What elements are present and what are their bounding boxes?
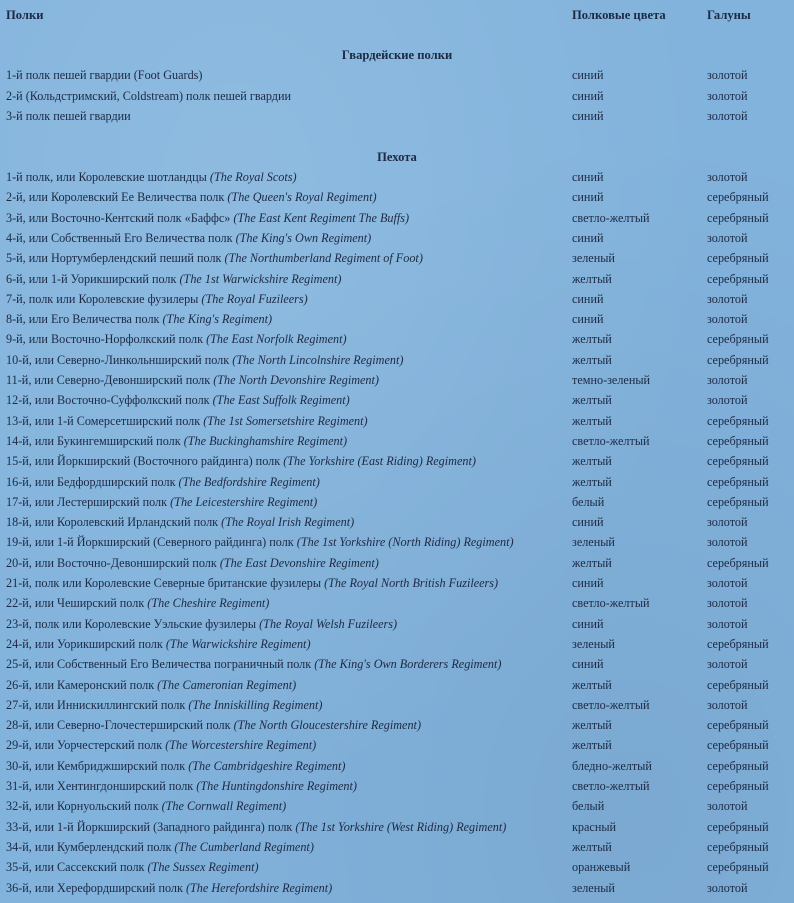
regiment-name (6, 512, 566, 532)
regiment-name-en: (The Cambridgeshire Regiment) (188, 758, 346, 773)
regiment-color: светло-желтый (572, 697, 650, 712)
regiment-color: желтый (572, 718, 612, 733)
regiment-name-ru: 7-й, полк или Королевские фузилеры (6, 291, 202, 306)
regiment-name-ru: 24-й, или Уорикширский полк (6, 636, 166, 651)
regiment-name (6, 208, 566, 228)
regiment-name (6, 735, 566, 755)
regiment-name-ru: 17-й, или Лестерширский полк (6, 494, 171, 509)
regiment-color: светло-желтый (572, 433, 650, 448)
regiment-lace: золотой (707, 393, 748, 408)
regiment-name (6, 776, 566, 796)
regiment-lace: золотой (707, 616, 748, 631)
regiment-name-en: (The Bedfordshire Regiment) (178, 474, 320, 489)
regiment-name (6, 228, 566, 248)
table-row (0, 532, 794, 552)
table-row (0, 86, 794, 106)
regiment-name (6, 248, 566, 268)
regiment-name (6, 614, 566, 634)
regiment-lace: серебряный (707, 758, 769, 773)
regiment-color: бледно-желтый (572, 758, 652, 773)
regiment-name (6, 857, 566, 877)
regiment-color: зеленый (572, 880, 615, 895)
regiment-lace: золотой (707, 291, 748, 306)
regiment-name-ru: 5-й, или Нортумберлендский пеший полк (6, 251, 225, 266)
regiment-name (6, 390, 566, 410)
regiment-color: синий (572, 291, 604, 306)
regiment-name-ru: 12-й, или Восточно-Суффолкский полк (6, 393, 213, 408)
regiment-name-en: (The 1st Warwickshire Regiment) (179, 271, 342, 286)
regiment-name (6, 289, 566, 309)
regiment-name (6, 269, 566, 289)
regiment-name-en: (The North Gloucestershire Regiment) (233, 718, 421, 733)
regiment-color: темно-зеленый (572, 373, 651, 387)
regiment-name-ru: 26-й, или Камеронский полк (6, 677, 158, 692)
regiment-name-en: (The Cornwall Regiment) (161, 799, 287, 814)
table-row (0, 715, 794, 735)
table-row (0, 65, 794, 85)
regiment-color: желтый (572, 393, 612, 408)
regiment-name (6, 573, 566, 593)
regiment-name-ru: 3-й полк пешей гвардии (6, 109, 131, 124)
regiment-color: синий (572, 230, 604, 245)
regiment-color: светло-желтый (572, 779, 650, 793)
regiment-lace: серебряный (707, 738, 769, 753)
table-row (0, 593, 794, 613)
regiment-lace: золотой (707, 799, 748, 814)
regiment-name (6, 309, 566, 329)
regiment-name-en: (The Worcestershire Regiment) (165, 738, 317, 753)
table-row (0, 817, 794, 837)
regiment-name-ru: 25-й, или Собственный Его Величества пограничный полк (6, 657, 315, 672)
table-row (0, 634, 794, 654)
regiment-color: желтый (572, 454, 612, 469)
regiment-color: желтый (572, 738, 612, 753)
regiment-name-ru: 27-й, или Иннискиллингский полк (6, 697, 189, 712)
regiment-lace: серебряный (707, 474, 769, 489)
regiment-name (6, 350, 566, 370)
regiment-name-en: (The Royal Irish Regiment) (221, 515, 355, 530)
regiment-name-ru: 1-й полк, или Королевские шотландцы (6, 170, 210, 184)
regiment-name-en: (The Inniskilling Regiment) (188, 697, 323, 712)
regiment-lace: серебряный (707, 352, 769, 367)
header-colors: Полковые цвета (572, 8, 666, 22)
regiment-name-en: (The East Kent Regiment The Buffs) (233, 210, 410, 225)
regiment-lace: золотой (707, 535, 748, 550)
regiment-name-ru: 2-й, или Королевский Ее Величества полк (6, 190, 228, 205)
regiment-name (6, 329, 566, 349)
regiment-name (6, 472, 566, 492)
regiment-color: синий (572, 515, 604, 530)
regiment-name-ru: 11-й, или Северно-Девонширский полк (6, 373, 214, 387)
regiment-name-ru: 15-й, или Йоркширский (Восточного райдинга) полк (6, 454, 284, 469)
regiment-color: желтый (572, 352, 612, 367)
regiment-name (6, 715, 566, 735)
table-row (0, 512, 794, 532)
regiment-name (6, 532, 566, 552)
table-row (0, 370, 794, 390)
regiment-color: оранжевый (572, 860, 631, 875)
regiment-lace: серебряный (707, 454, 769, 469)
table-row (0, 269, 794, 289)
regiment-name (6, 65, 566, 85)
regiment-name (6, 411, 566, 431)
regiment-lace: золотой (707, 68, 748, 82)
regiment-color: синий (572, 657, 604, 672)
regiment-name-ru: 4-й, или Собственный Его Величества полк (6, 230, 236, 245)
table-row (0, 187, 794, 207)
regiment-name (6, 593, 566, 613)
regiment-name-en: (The East Suffolk Regiment) (212, 393, 350, 408)
table-row (0, 675, 794, 695)
regiment-lace: серебряный (707, 433, 769, 448)
regiment-lace: золотой (707, 596, 748, 611)
table-row (0, 228, 794, 248)
regiment-name-ru: 35-й, или Сассекский полк (6, 860, 148, 875)
regiment-color: синий (572, 68, 604, 82)
regiment-name-ru: 33-й, или 1-й Йоркширский (Западного райдинга) полк (6, 819, 296, 834)
table-row (0, 614, 794, 634)
regiment-name-en: (The 1st Somersetshire Regiment) (203, 413, 368, 428)
regiment-name-ru: 18-й, или Королевский Ирландский полк (6, 515, 222, 530)
table-row (0, 553, 794, 573)
table-row (0, 248, 794, 268)
regiment-name-en: (The King's Regiment) (162, 312, 273, 327)
table-row (0, 350, 794, 370)
table-row (0, 390, 794, 410)
regiment-color: синий (572, 312, 604, 327)
regiment-lace: серебряный (707, 677, 769, 692)
regiment-name (6, 675, 566, 695)
regiment-lace: золотой (707, 697, 748, 712)
regiment-name-ru: 14-й, или Букингемширский полк (6, 433, 184, 448)
regiment-name-ru: 21-й, полк или Королевские Северные британские фузилеры (6, 576, 325, 590)
regiment-name (6, 654, 566, 674)
regiment-name (6, 106, 566, 126)
regiment-color: желтый (572, 474, 612, 489)
regiment-name-ru: 6-й, или 1-й Уорикширский полк (6, 271, 180, 286)
regiment-name-ru: 19-й, или 1-й Йоркширский (Северного райдинга) полк (6, 535, 297, 550)
regiment-color: светло-желтый (572, 210, 650, 225)
regiment-name-ru: 30-й, или Кембриджширский полк (6, 758, 189, 773)
regiment-name-en: (The Northumberland Regiment of Foot) (224, 251, 423, 266)
regiment-name-ru: 9-й, или Восточно-Норфолкский полк (6, 332, 207, 347)
regiment-color: зеленый (572, 251, 615, 266)
regiment-lace: золотой (707, 880, 748, 895)
table-row (0, 654, 794, 674)
regiment-name-en: (The Royal Fuzileers) (201, 291, 308, 306)
regiment-lace: серебряный (707, 210, 769, 225)
table-row (0, 208, 794, 228)
regiment-name (6, 86, 566, 106)
regiment-name-ru: 20-й, или Восточно-Девонширский полк (6, 555, 220, 570)
regiment-name (6, 837, 566, 857)
table-row (0, 776, 794, 796)
regiment-name (6, 695, 566, 715)
regiment-name-en: (The Cumberland Regiment) (174, 839, 314, 854)
regiment-name-en: (The East Devonshire Regiment) (219, 555, 379, 570)
regiment-name-en: (The Royal North British Fuzileers) (324, 576, 499, 590)
regiment-name-en: (The Queen's Royal Regiment) (227, 190, 377, 205)
regiment-name (6, 634, 566, 654)
regiment-name-en: (The Cameronian Regiment) (157, 677, 297, 692)
regiment-color: белый (572, 494, 605, 509)
regiment-name-ru: 3-й, или Восточно-Кентский полк «Баффс» (6, 210, 234, 225)
table-row (0, 756, 794, 776)
regiment-name-en: (The 1st Yorkshire (West Riding) Regiment) (295, 819, 507, 834)
regiment-lace: золотой (707, 170, 748, 184)
regiment-lace: золотой (707, 515, 748, 530)
regiment-color: желтый (572, 839, 612, 854)
regiment-name-ru: 1-й полк пешей гвардии (Foot Guards) (6, 68, 203, 82)
regiment-lace: серебряный (707, 494, 769, 509)
table-row (0, 167, 794, 187)
regiment-lace: серебряный (707, 332, 769, 347)
table-row (0, 857, 794, 877)
regiment-name-en: (The 1st Yorkshire (North Riding) Regiment) (296, 535, 514, 550)
regiment-lace: золотой (707, 576, 748, 590)
regiment-lace: серебряный (707, 636, 769, 651)
regiment-lace: серебряный (707, 413, 769, 428)
regiment-name-en: (The Herefordshire Regiment) (185, 880, 333, 895)
regiment-name (6, 167, 566, 187)
table-header (0, 5, 794, 25)
table-row (0, 735, 794, 755)
regiment-name-ru: 8-й, или Его Величества полк (6, 312, 163, 327)
regiment-name (6, 817, 566, 837)
table-row (0, 309, 794, 329)
regiment-lace: серебряный (707, 860, 769, 875)
regiment-name-en: (The Royal Scots) (209, 170, 297, 184)
regiment-lace: золотой (707, 312, 748, 327)
regiment-name-ru: 13-й, или 1-й Сомерсетширский полк (6, 413, 204, 428)
table-row (0, 289, 794, 309)
regiment-name-ru: 32-й, или Корнуольский полк (6, 799, 162, 814)
regiment-color: синий (572, 576, 604, 590)
regiment-color: синий (572, 109, 604, 124)
regiment-name (6, 187, 566, 207)
regiment-lace: золотой (707, 657, 748, 672)
regiment-color: синий (572, 616, 604, 631)
regiment-name-ru: 16-й, или Бедфордширский полк (6, 474, 179, 489)
table-row (0, 837, 794, 857)
regiment-lace: серебряный (707, 251, 769, 266)
table-row (0, 573, 794, 593)
regiment-color: синий (572, 88, 604, 103)
regiment-name-ru: 29-й, или Уорчестерский полк (6, 738, 166, 753)
table-row (0, 431, 794, 451)
regiment-lace: серебряный (707, 190, 769, 205)
regiment-name (6, 451, 566, 471)
table-row (0, 106, 794, 126)
regiment-name-ru: 36-й, или Херефордширский полк (6, 880, 186, 895)
regiment-name-en: (The Royal Welsh Fuzileers) (259, 616, 398, 631)
section-title-infantry: Пехота (377, 150, 417, 164)
regiment-name (6, 756, 566, 776)
header-regiments: Полки (6, 8, 44, 22)
regiment-lace: серебряный (707, 555, 769, 570)
regiment-name (6, 553, 566, 573)
regiment-color: желтый (572, 271, 612, 286)
regiment-lace: серебряный (707, 271, 769, 286)
regiment-lace: серебряный (707, 819, 769, 834)
regiment-name (6, 796, 566, 816)
regiment-lace: золотой (707, 373, 748, 387)
regiment-color: светло-желтый (572, 596, 650, 611)
regiment-color: зеленый (572, 636, 615, 651)
regiment-lace: золотой (707, 109, 748, 124)
table-row (0, 329, 794, 349)
regiment-name-ru: 23-й, полк или Королевские Уэльские фузилеры (6, 616, 260, 631)
regiment-name (6, 370, 566, 390)
regiment-name-ru: 31-й, или Хентингдонширский полк (6, 779, 197, 793)
regiment-name-en: (The King's Own Regiment) (235, 230, 372, 245)
regiment-name-en: (The Buckinghamshire Regiment) (183, 433, 348, 448)
table-row (0, 472, 794, 492)
regiment-name-ru: 34-й, или Кумберлендский полк (6, 839, 175, 854)
header-lace: Галуны (707, 8, 751, 22)
table-row (0, 492, 794, 512)
regiment-name-ru: 10-й, или Северно-Линкольнширский полк (6, 352, 233, 367)
regiment-name-ru: 28-й, или Северно-Глочестерширский полк (6, 718, 234, 733)
regiment-lace: золотой (707, 88, 748, 103)
regiment-name-en: (The King's Own Borderers Regiment) (314, 657, 502, 672)
section-title-guards: Гвардейские полки (341, 48, 453, 62)
regiment-lace: серебряный (707, 718, 769, 733)
regiment-name-ru: 2-й (Кольдстримский, Coldstream) полк пешей гвардии (6, 88, 292, 103)
regiment-color: синий (572, 170, 604, 184)
regiment-color: желтый (572, 677, 612, 692)
regiment-name-en: (The North Devonshire Regiment) (213, 373, 379, 387)
regiment-color: зеленый (572, 535, 615, 550)
regiment-name-en: (The Huntingdonshire Regiment) (196, 779, 357, 793)
regiment-color: желтый (572, 332, 612, 347)
regiment-name-en: (The Yorkshire (East Riding) Regiment) (283, 454, 476, 469)
table-row (0, 411, 794, 431)
regiment-name-en: (The North Lincolnshire Regiment) (232, 352, 404, 367)
table-row (0, 878, 794, 898)
regiment-color: белый (572, 799, 605, 814)
regiment-name (6, 878, 566, 898)
regiment-name-en: (The Cheshire Regiment) (147, 596, 270, 611)
regiment-name-en: (The Leicestershire Regiment) (170, 494, 318, 509)
regiment-color: желтый (572, 413, 612, 428)
regiment-name (6, 492, 566, 512)
regiment-color: красный (572, 819, 617, 834)
regiment-color: желтый (572, 555, 612, 570)
regiment-name (6, 431, 566, 451)
table-row (0, 451, 794, 471)
regiment-name-ru: 22-й, или Чеширский полк (6, 596, 148, 611)
regiment-name-en: (The Sussex Regiment) (147, 860, 259, 875)
regiment-color: синий (572, 190, 604, 205)
regiment-lace: золотой (707, 230, 748, 245)
regiment-name-en: (The East Norfolk Regiment) (206, 332, 347, 347)
regiment-lace: серебряный (707, 839, 769, 854)
regiment-lace: серебряный (707, 779, 769, 793)
table-row (0, 695, 794, 715)
regiment-name-en: (The Warwickshire Regiment) (165, 636, 311, 651)
table-row (0, 796, 794, 816)
